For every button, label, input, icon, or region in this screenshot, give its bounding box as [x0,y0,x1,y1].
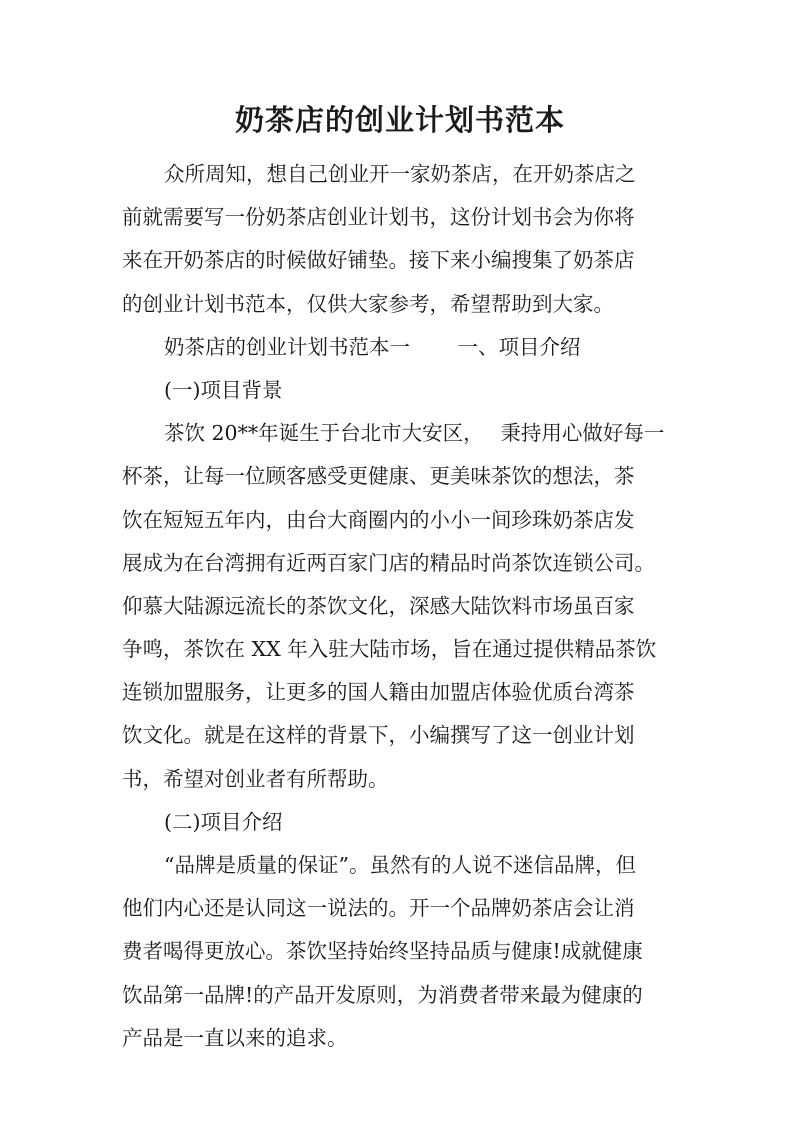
paragraph-line: 众所周知，想自己创业开一家奶茶店，在开奶茶店之 [164,162,636,186]
paragraph-line: 争鸣，茶饮在 XX 年入驻大陆市场，旨在通过提供精品茶饮 [122,637,657,662]
paragraph-line: 他们内心还是认同这一说法的。开一个品牌奶茶店会让消 [122,896,635,921]
paragraph-line: 饮文化。就是在这样的背景下，小编撰写了这一创业计划 [122,723,635,748]
paragraph-line: (一)项目背景 [164,377,283,402]
paragraph-line: 费者喝得更放心。茶饮坚持始终坚持品质与健康!成就健康 [122,939,643,964]
paragraph-line: 仰慕大陆源远流长的茶饮文化，深感大陆饮料市场虽百家 [122,593,635,618]
paragraph-line: 前就需要写一份奶茶店创业计划书，这份计划书会为你将 [122,205,635,230]
paragraph-line: 饮在短短五年内，由台大商圈内的小小一间珍珠奶茶店发 [122,507,635,532]
paragraph-line: 奶茶店的创业计划书范本一 一、项目介绍 [164,334,581,359]
paragraph-line: 杯茶，让每一位顾客感受更健康、更美味茶饮的想法，茶 [122,464,635,489]
paragraph-line: 来在开奶茶店的时候做好铺垫。接下来小编搜集了奶茶店 [122,248,635,273]
paragraph-line: 的创业计划书范本，仅供大家参考，希望帮助到大家。 [122,291,614,316]
paragraph-line: 展成为在台湾拥有近两百家门店的精品时尚茶饮连锁公司。 [122,550,655,575]
document-title: 奶茶店的创业计划书范本 [234,103,565,137]
paragraph-line: 茶饮 20**年诞生于台北市大安区， 秉持用心做好每一 [164,421,665,446]
paragraph-line: 书，希望对创业者有所帮助。 [122,766,389,791]
paragraph-line: 饮品第一品牌!的产品开发原则，为消费者带来最为健康的 [122,982,643,1007]
paragraph-line: 连锁加盟服务，让更多的国人籍由加盟店体验优质台湾茶 [122,680,635,705]
document-body [122,153,692,1060]
paragraph-line: (二)项目介绍 [164,809,283,834]
paragraph-line: 产品是一直以来的追求。 [122,1025,348,1050]
paragraph-line: “品牌是质量的保证”。虽然有的人说不迷信品牌，但 [164,853,636,877]
